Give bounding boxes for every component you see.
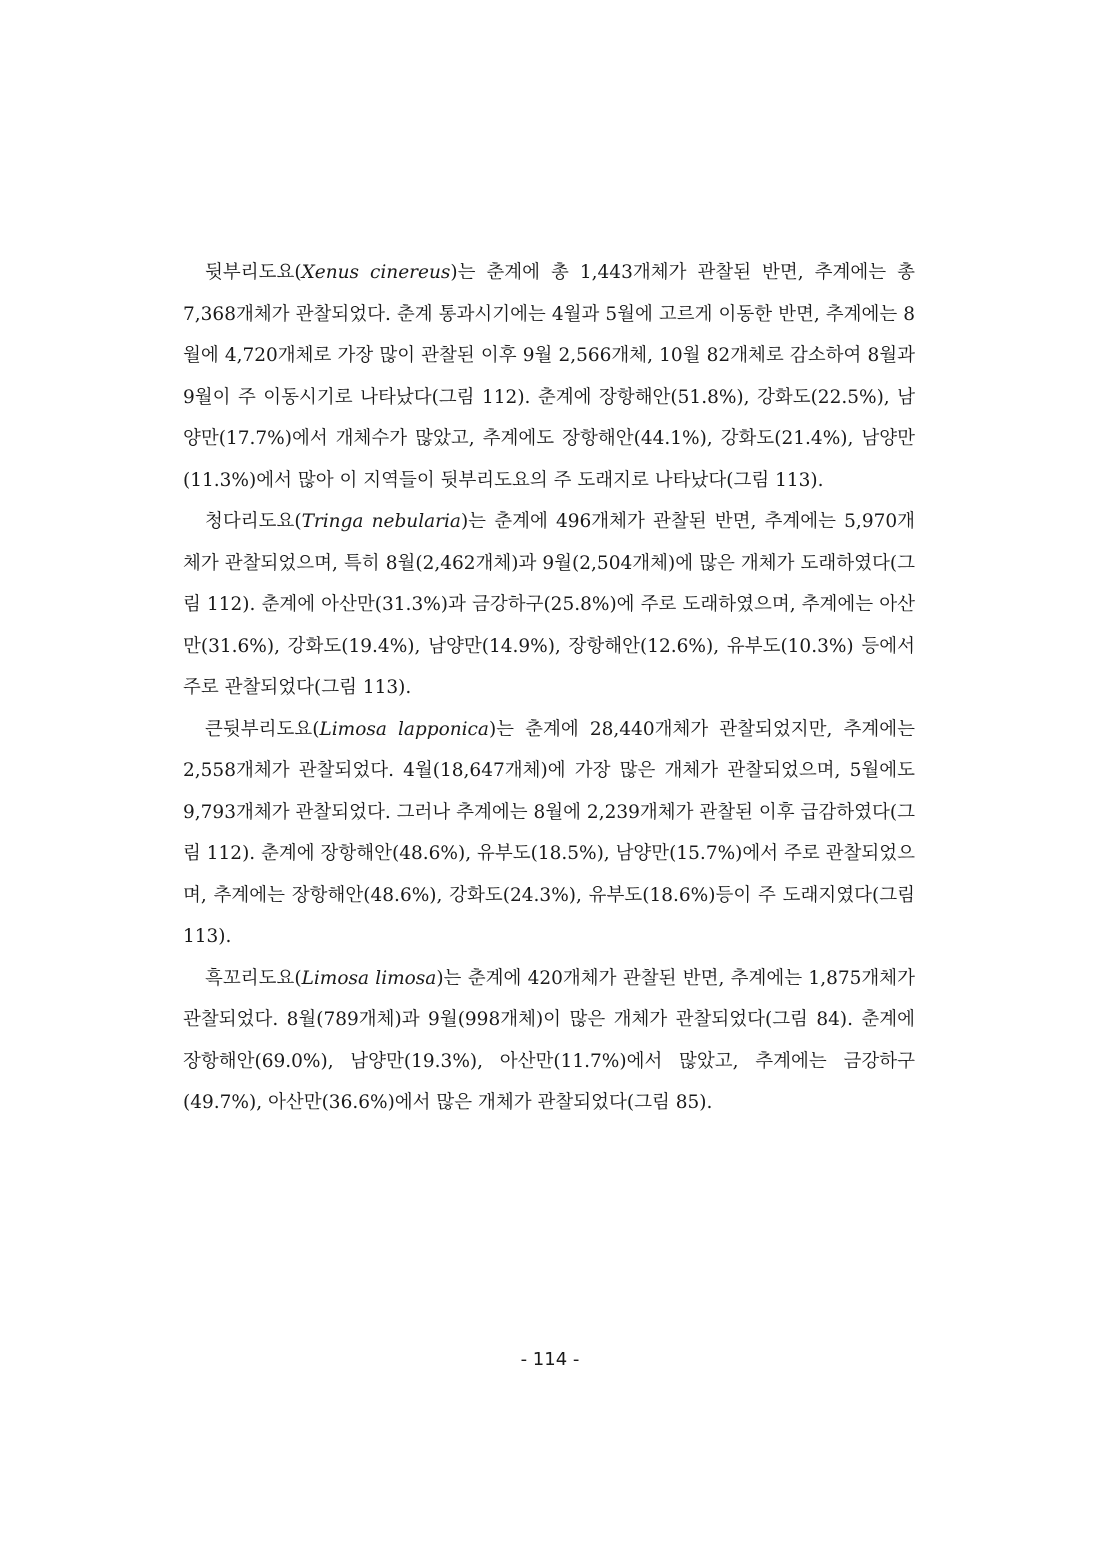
species-scientific-name: Limosa lapponica [319,718,489,740]
body-text [183,252,915,1124]
paragraph-text: )는 춘계에 총 1,443개체가 관찰된 반면, 추계에는 총 7,368개체가 관찰되었다. 춘계 통과시기에는 4월과 5월에 고르게 이동한 반면, 추계에는 8월에 4,720개체로 가장 많이 관찰된 이후 9월 2,566개체, 10월 82개체로 감소하여 8월과 9월이 주 이동시기로 나타났다(그림 112). 춘계에 장항해안(51.8%), 강화도(22.5%), 남양만(17.7%)에서 개체수가 많았고, 추계에도 장항해안(44.1%), 강화도(21.4%), 남양만(11.3%)에서 많아 이 지역들이 뒷부리도요의 주 도래지로 나타났다(그림 113). [183,262,916,491]
page-number: - 114 - [520,1349,580,1370]
paragraph-text: )는 춘계에 496개체가 관찰된 반면, 추계에는 5,970개체가 관찰되었으며, 특히 8월(2,462개체)과 9월(2,504개체)에 많은 개체가 도래하였다(그림 112). 춘계에 아산만(31.3%)과 금강하구(25.8%)에 주로 도래하였으며, 추계에는 아산만(31.6%), 강화도(19.4%), 남양만(14.9%), 장항해안(12.6%), 유부도(10.3%) 등에서 주로 관찰되었다(그림 113). [183,511,915,698]
species-korean-name: 뒷부리도요( [205,262,302,283]
species-korean-name: 흑꼬리도요( [205,967,302,989]
species-korean-name: 청다리도요( [205,511,302,532]
paragraph-text: )는 춘계에 28,440개체가 관찰되었지만, 추계에는 2,558개체가 관찰되었다. 4월(18,647개체)에 가장 많은 개체가 관찰되었으며, 5월에도 9,793개체가 관찰되었다. 그러나 추계에는 8월에 2,239개체가 관찰된 이후 급감하였다(그림 112). 춘계에 장항해안(48.6%), 유부도(18.5%), 남양만(15.7%)에서 주로 관찰되었으며, 추계에는 장항해안(48.6%), 강화도(24.3%), 유부도(18.6%)등이 주 도래지였다(그림 113). [183,718,915,947]
species-korean-name: 큰뒷부리도요( [205,718,320,740]
species-scientific-name: Xenus cinereus [301,262,451,283]
paragraph-xenus-cinereus [183,252,915,501]
paragraph-limosa-lapponica [183,709,915,958]
species-scientific-name: Tringa nebularia [301,511,461,532]
paragraph-tringa-nebularia [183,501,915,709]
species-scientific-name: Limosa limosa [301,967,437,989]
paragraph-limosa-limosa [183,958,915,1124]
paragraph-text: )는 춘계에 420개체가 관찰된 반면, 추계에는 1,875개체가 관찰되었다. 8월(789개체)과 9월(998개체)이 많은 개체가 관찰되었다(그림 84). 춘계에 장항해안(69.0%), 남양만(19.3%), 아산만(11.7%)에서 많았고, 추계에는 금강하구(49.7%), 아산만(36.6%)에서 많은 개체가 관찰되었다(그림 85). [183,967,915,1113]
